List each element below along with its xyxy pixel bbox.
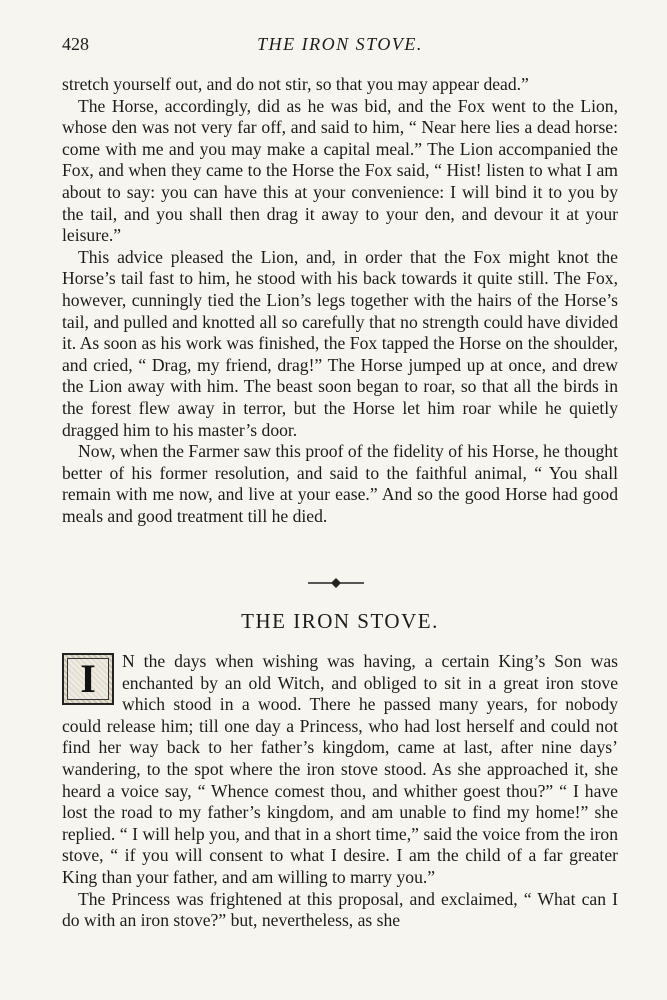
- chapter-text: [62, 651, 618, 932]
- page-number: 428: [62, 34, 89, 54]
- page-header: [62, 34, 618, 58]
- ornamental-dropcap: [62, 653, 114, 705]
- paragraph: Now, when the Farmer saw this proof of the fidelity of his Horse, he thought better of his former resolution, and said to the faithful animal, “ You shall remain with me now, and live at your ease.” And so the good Horse had good meals and good treatment till he died.: [62, 441, 618, 526]
- running-title: THE IRON STOVE.: [257, 34, 423, 54]
- paragraph: The Princess was frightened at this proposal, and exclaimed, “ What can I do with an iron stove?” but, nevertheless, as she: [62, 888, 618, 931]
- chapter-title: THE IRON STOVE.: [241, 609, 439, 633]
- previous-story-text: [62, 74, 618, 527]
- paragraph: This advice pleased the Lion, and, in order that the Fox might knot the Horse’s tail fast to him, he stood with his back towards it quite still. The Fox, however, cunningly tied the Lion’s legs together with the hairs of the Horse’s tail, and pulled and knotted all so carefully that no strength could have divided it. As soon as his work was finished, the Fox tapped the Horse on the shoulder, and cried, “ Drag, my friend, drag!” The Horse jumped up at once, and drew the Lion away with him. The beast soon began to roar, so that all the birds in the forest flew away in terror, but the Horse let him roar while he quietly dragged him to his master’s door.: [62, 246, 618, 440]
- dropcap-letter: I: [67, 658, 109, 700]
- paragraph: N the days when wishing was having, a certain King’s Son was enchanted by an old Witch, and obliged to sit in a great iron stove which stood in a wood. There he passed many years, for nobody could release him; till one day a Princess, who had lost herself and could not find her way back to her father’s kingdom, came at last, after nine days’ wandering, to the spot where the iron stove stood. As she approached it, she heard a voice say, “ Whence comest thou, and whither goest thou?” “ I have lost the road to my father’s kingdom, and am unable to find my home!” she replied. “ I will help you, and that in a short time,” said the voice from the iron stove, “ if you will consent to what I desire. I am the child of a far greater King than your father, and am willing to marry you.”: [62, 651, 618, 887]
- paragraph: stretch yourself out, and do not stir, so that you may appear dead.”: [62, 74, 529, 94]
- paragraph: The Horse, accordingly, did as he was bid, and the Fox went to the Lion, whose den was not very far off, and said to him, “ Near here lies a dead horse: come with me and you may make a capital meal.” The Lion accompanied the Fox, and when they came to the Horse the Fox said, “ Hist! listen to what I am about to say: you can have this at your convenience: I will bind it to you by the tail, and you shall then drag it away to your den, and devour it at your leisure.”: [62, 95, 618, 246]
- section-divider-ornament: [306, 577, 366, 589]
